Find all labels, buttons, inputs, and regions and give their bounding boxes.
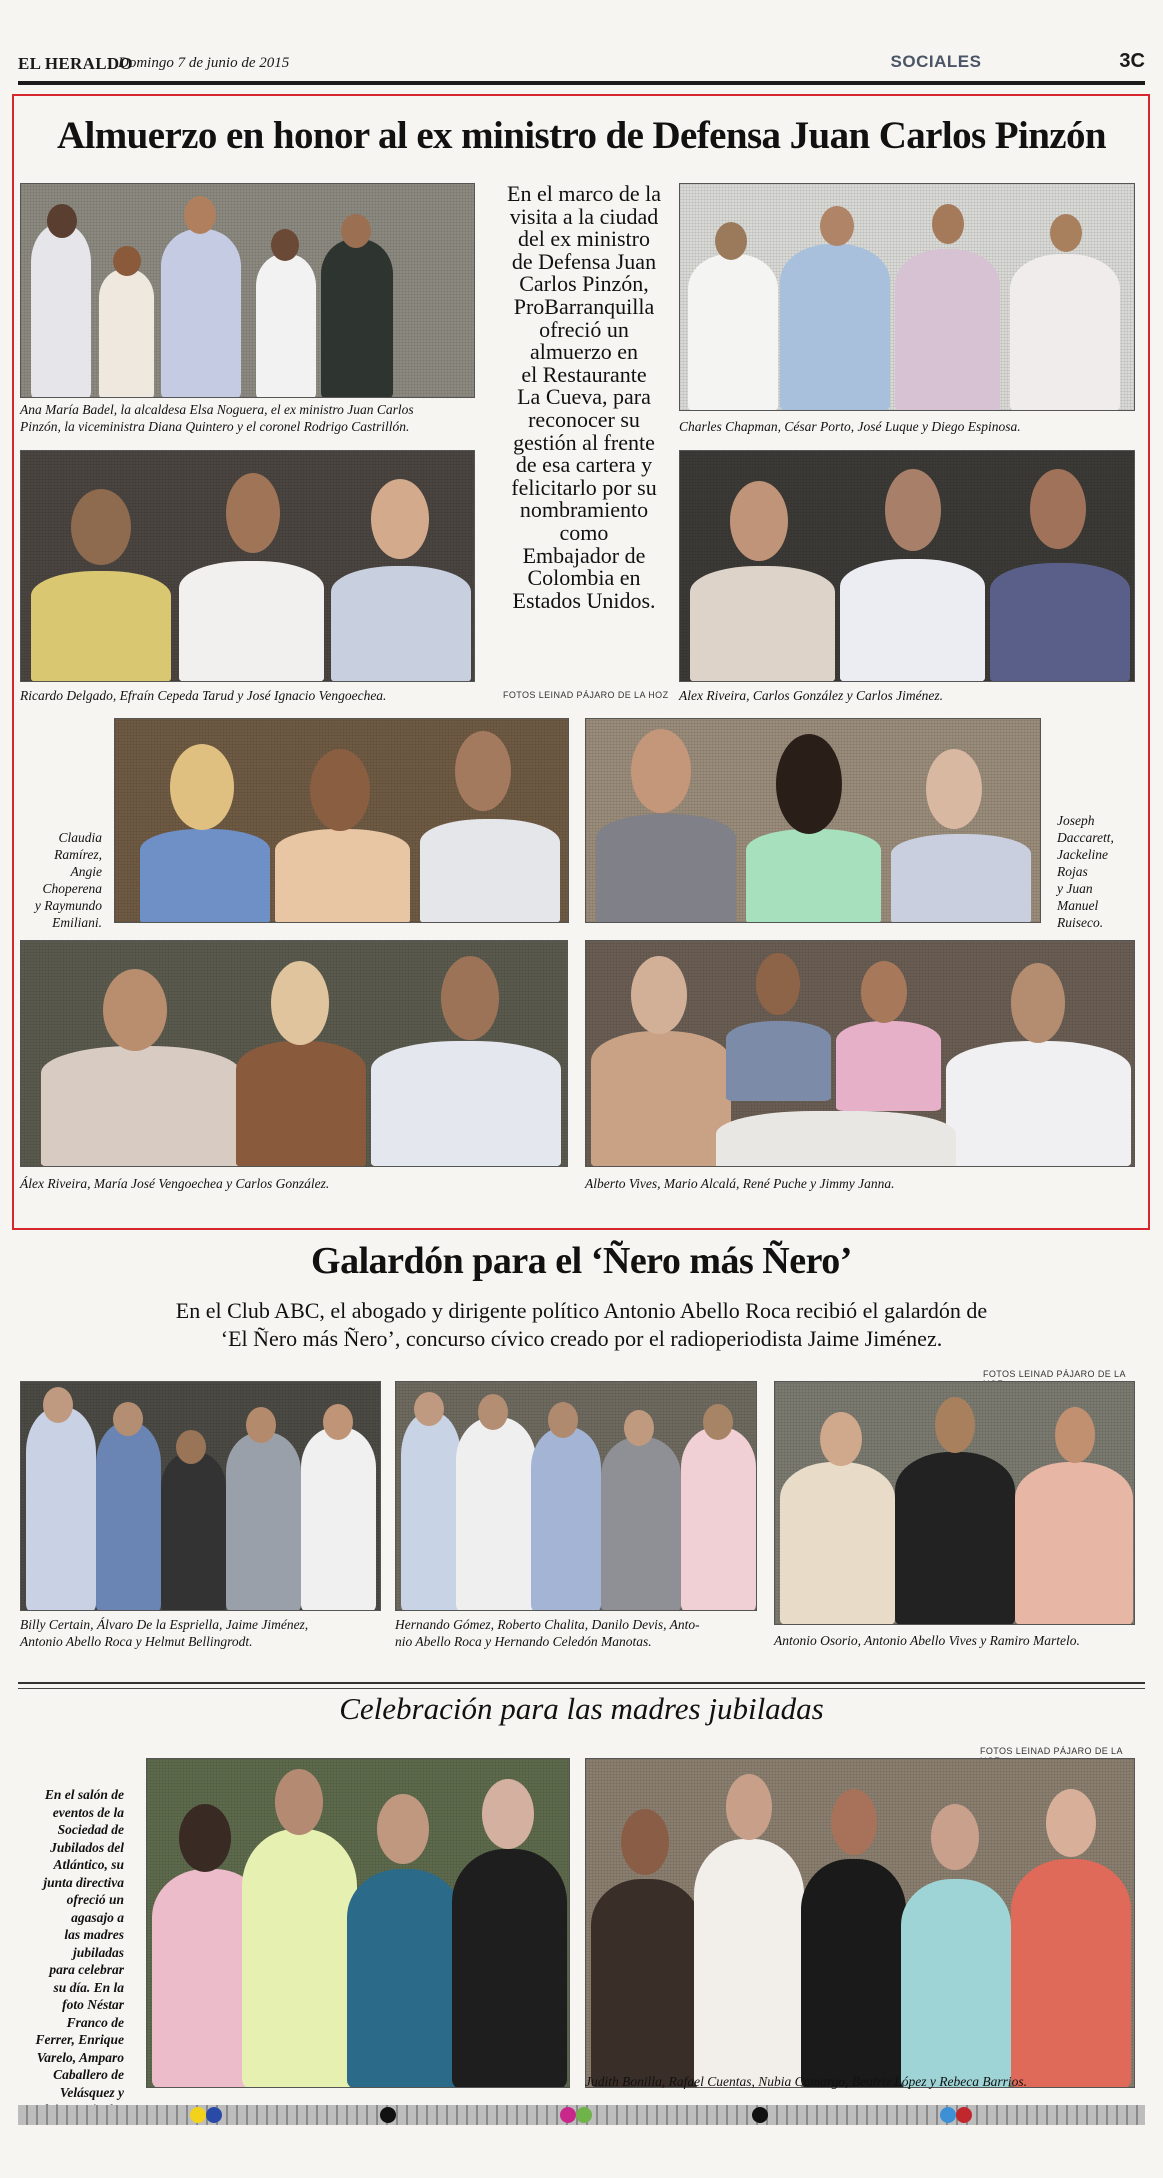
photo-ramirez-group <box>114 718 569 923</box>
photo-certain-group <box>20 1381 381 1611</box>
photo-gomez-group <box>395 1381 757 1611</box>
photo-osorio-group <box>774 1381 1135 1625</box>
caption-photo-7: Álex Riveira, María José Vengoechea y Carlos González. <box>20 1176 330 1191</box>
caption-photo-2: Charles Chapman, César Porto, José Luque y Diego Espinosa. <box>679 419 1021 434</box>
photo-credit-3: FOTOS LEINAD PÁJARO DE LA <box>980 1746 1123 1756</box>
caption-photo-6: Joseph Daccarett, Jackeline Rojas y Juan Manuel Ruiseco. <box>1057 813 1114 930</box>
story1-lead: En el marco de la visita a la ciudad del ex ministro de Defensa Juan Carlos Pinzón, ProBarranquilla ofreció un almuerzo en el Restaurante La Cueva, para reconocer su gestión al frente de esa cartera y felicitarlo por su nombramiento como Embajador de Colombia en Estados Unidos. <box>507 181 661 613</box>
caption-story2-photo-2: Hernando Gómez, Roberto Chalita, Danilo Devis, Anto- nio Abello Roca y Hernando Celedón Manotas. <box>395 1617 700 1649</box>
photo-delgado-group <box>20 450 475 682</box>
caption-photo-4: Alex Riveira, Carlos González y Carlos Jiménez. <box>679 688 943 703</box>
registration-mark-icon <box>940 2107 956 2123</box>
masthead-rule <box>18 81 1145 85</box>
registration-mark-icon <box>576 2107 592 2123</box>
caption-photo-1: Ana María Badel, la alcaldesa Elsa Noguera, el ex ministro Juan Carlos Pinzón, la viceministra Diana Quintero y el coronel Rodrigo Castrillón. <box>20 402 414 434</box>
story2-headline: Galardón para el ‘Ñero más Ñero’ <box>311 1240 852 1282</box>
photo-daccarett-group <box>585 718 1041 923</box>
photo-franco-group <box>146 1758 570 2088</box>
story3-text: En el salón de eventos de la Sociedad de Jubilados del Atlántico, su junta directiva ofreció un agasajo a las madres jubiladas para celebrar su día. En la foto Néstar Franco de Ferrer, Enrique Varelo, Amparo Caballero de Velásquez y <box>35 1787 124 2100</box>
registration-mark-icon <box>752 2107 768 2123</box>
story2-intro: En el Club ABC, el abogado y dirigente político Antonio Abello Roca recibió el galardón de ‘El Ñero más Ñero’, concurso cívico creado por el radioperiodista Jaime Jiménez. <box>175 1298 988 1351</box>
photo-credit-1: FOTOS LEINAD PÁJARO DE LA HOZ <box>503 690 669 700</box>
caption-photo-8: Alberto Vives, Mario Alcalá, René Puche y Jimmy Janna. <box>585 1176 895 1191</box>
story3-headline: Celebración para las madres jubiladas <box>339 1691 824 1726</box>
caption-story3-photo: Judith Bonilla, Rafael Cuentas, Nubia Camargo, Beatriz López y Rebeca Barrios. <box>585 2074 1027 2089</box>
registration-mark-icon <box>956 2107 972 2123</box>
photo-credit-2: FOTOS LEINAD PÁJARO DE LA <box>983 1369 1126 1379</box>
story1-headline: Almuerzo en honor al ex ministro de Defensa Juan Carlos Pinzón <box>56 114 1106 157</box>
section-divider <box>18 1682 1145 1684</box>
caption-story2-photo-1: Billy Certain, Álvaro De la Espriella, Jaime Jiménez, Antonio Abello Roca y Helmut Bellingrodt. <box>20 1617 309 1649</box>
caption-story2-photo-3: Antonio Osorio, Antonio Abello Vives y Ramiro Martelo. <box>774 1633 1080 1648</box>
registration-mark-icon <box>380 2107 396 2123</box>
photo-vives-group <box>585 940 1135 1167</box>
registration-mark-icon <box>190 2107 206 2123</box>
photo-riveira-group <box>679 450 1135 682</box>
registration-mark-icon <box>560 2107 576 2123</box>
section-divider-thin <box>18 1688 1145 1689</box>
registration-mark-icon <box>206 2107 222 2123</box>
newspaper-name: EL HERALDO <box>18 54 133 73</box>
section-name: SOCIALES <box>890 52 982 71</box>
caption-photo-3: Ricardo Delgado, Efraín Cepeda Tarud y José Ignacio Vengoechea. <box>20 688 387 703</box>
issue-date: Domingo 7 de junio de 2015 <box>118 55 290 71</box>
photo-bonilla-group <box>585 1758 1135 2088</box>
photo-vengoechea-group <box>20 940 568 1167</box>
page-number: 3C <box>1119 50 1145 72</box>
photo-pinzon-group <box>20 183 475 398</box>
caption-photo-5: Claudia Ramírez, Angie Choperena y Raymundo Emiliani. <box>34 830 102 930</box>
photo-chapman-group <box>679 183 1135 411</box>
